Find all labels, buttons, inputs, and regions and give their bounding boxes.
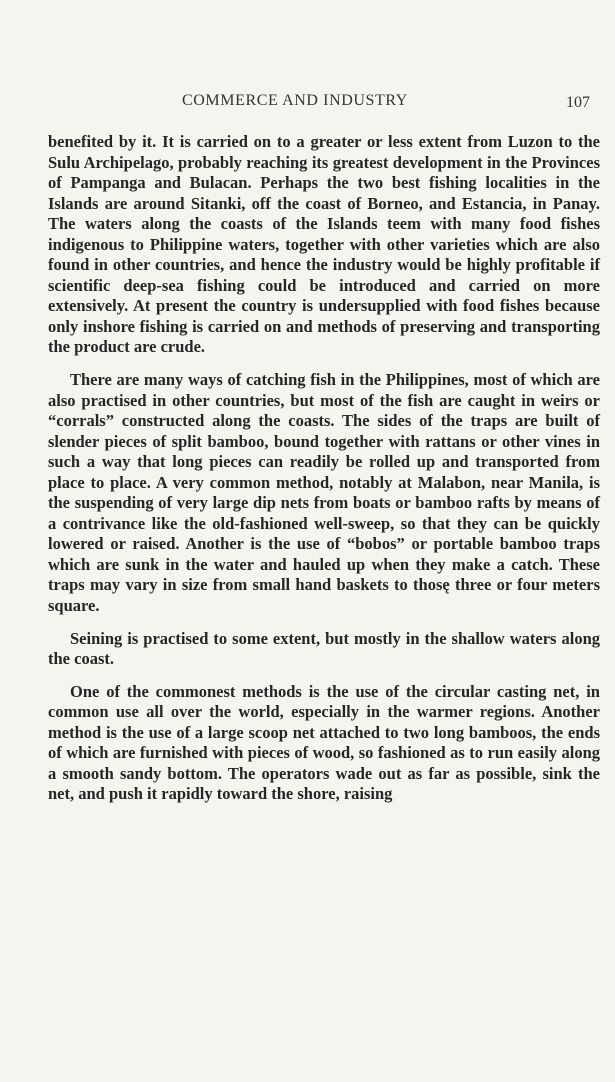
paragraph-4: One of the commonest methods is the use of the circular casting net, in common use all over the world, especially in the warmer regions. Another method is the use of a large scoop net attached to two long bamboos, the ends of which are furnished with pieces of wood, so fashioned as to run easily along a smooth sandy bottom. The operators wade out as far as possible, sink the net, and push it rapidly toward the shore, raising bbox=[48, 681, 600, 804]
paragraph-3: Seining is practised to some extent, but mostly in the shallow waters along the coast. bbox=[48, 628, 600, 669]
running-head: COMMERCE AND INDUSTRY bbox=[182, 92, 408, 109]
page-number: 107 bbox=[566, 94, 590, 111]
paragraph-2: There are many ways of catching fish in the Philippines, most of which are also practised in other countries, but most of the fish are caught in weirs or “corrals” constructed along the coasts. The sides of the traps are built of slender pieces of split bamboo, bound together with rattans or other vines in such a way that long pieces can readily be rolled up and transported from place to place. A very common method, notably at Malabon, near Manila, is the suspending of very large dip nets from boats or bamboo rafts by means of a contrivance like the old-fashioned well-sweep, so that they can be quickly lowered or raised. Another is the use of “bobos” or portable bamboo traps which are sunk in the water and hauled up when they make a catch. These traps may vary in size from small hand baskets to thosę three or four meters square. bbox=[48, 370, 600, 616]
body-text bbox=[48, 132, 600, 805]
page-header bbox=[0, 88, 615, 124]
paragraph-1: benefited by it. It is carried on to a greater or less extent from Luzon to the Sulu Archipelago, probably reaching its greatest development in the Provinces of Pampanga and Bulacan. Perhaps the two best fishing localities in the Islands are around Sitanki, off the coast of Borneo, and Estancia, in Panay. The waters along the coasts of the Islands teem with many food fishes indigenous to Philippine waters, together with other varieties which are also found in other countries, and hence the industry would be highly profitable if scientific deep-sea fishing could be introduced and carried on more extensively. At present the country is undersupplied with food fishes because only inshore fishing is carried on and methods of preserving and transporting the product are crude. bbox=[48, 132, 600, 357]
